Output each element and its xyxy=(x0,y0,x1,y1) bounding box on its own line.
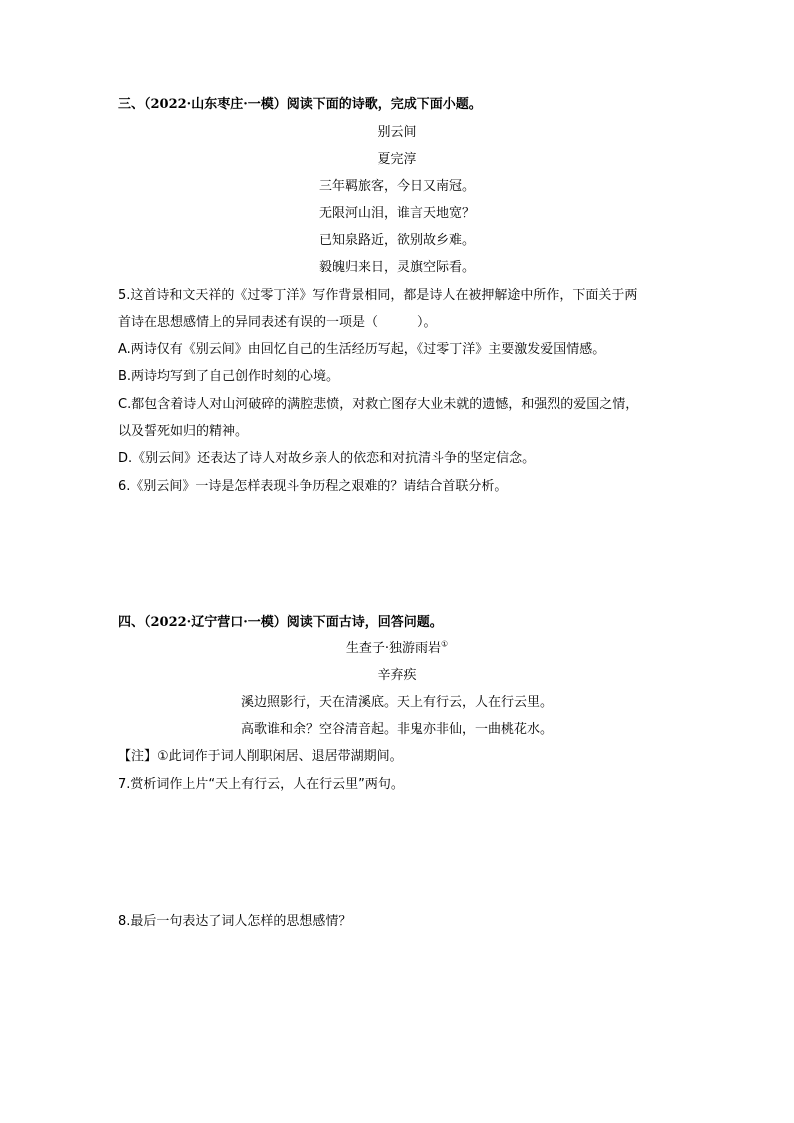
poem-line: 毅魄归来日，灵旗空际看。 xyxy=(318,260,475,275)
question-5-option-b: B.两诗均写到了自己创作时刻的心境。 xyxy=(118,369,340,384)
poem-line: 高歌谁和余？空谷清音起。非鬼亦非仙，一曲桃花水。 xyxy=(240,722,553,737)
footnote-marker: ① xyxy=(440,639,449,649)
question-5-option-d: D.《别云间》还表达了诗人对故乡亲人的依恋和对抗清斗争的坚定信念。 xyxy=(118,451,536,466)
question-5-text-cont: 首诗在思想感情上的异同表述有误的一项是（ ）。 xyxy=(118,315,437,330)
question-5-option-a: A.两诗仅有《别云间》由回忆自己的生活经历写起，《过零丁洋》主要激发爱国情感。 xyxy=(118,342,606,357)
question-8-text: 8.最后一句表达了词人怎样的思想感情？ xyxy=(118,914,352,929)
poem-title: 别云间 xyxy=(377,125,417,140)
poem-line: 溪边照影行，天在清溪底。天上有行云，人在行云里。 xyxy=(240,695,553,710)
poem-title xyxy=(0,640,794,658)
section-3-heading: 三、（2022·山东枣庄·一模）阅读下面的诗歌，完成下面小题。 xyxy=(118,97,482,112)
poem-title-text: 生查子·独游雨岩 xyxy=(345,641,441,656)
section-4-heading: 四、（2022·辽宁营口·一模）阅读下面古诗，回答问题。 xyxy=(118,615,443,630)
question-7-text: 7.赏析词作上片“天上有行云，人在行云里”两句。 xyxy=(118,777,404,792)
question-5-text: 5.这首诗和文天祥的《过零丁洋》写作背景相同，都是诗人在被押解途中所作，下面关于两 xyxy=(118,288,638,303)
poem-author: 夏完淳 xyxy=(377,152,417,167)
footnote: 【注】①此词作于词人削职闲居、退居带湖期间。 xyxy=(118,749,403,764)
question-5-option-c-cont: 以及誓死如归的精神。 xyxy=(118,424,249,439)
question-5-option-c: C.都包含着诗人对山河破碎的满腔悲愤，对救亡图存大业未就的遗憾，和强烈的爱国之情， xyxy=(118,397,639,412)
poem-line: 已知泉路近，欲别故乡难。 xyxy=(318,233,475,248)
question-6-text: 6.《别云间》一诗是怎样表现斗争历程之艰难的？请结合首联分析。 xyxy=(118,479,508,494)
poem-line: 三年羁旅客，今日又南冠。 xyxy=(318,179,475,194)
poem-author: 辛弃疾 xyxy=(377,668,417,683)
poem-line: 无限河山泪，谁言天地宽？ xyxy=(318,206,475,221)
